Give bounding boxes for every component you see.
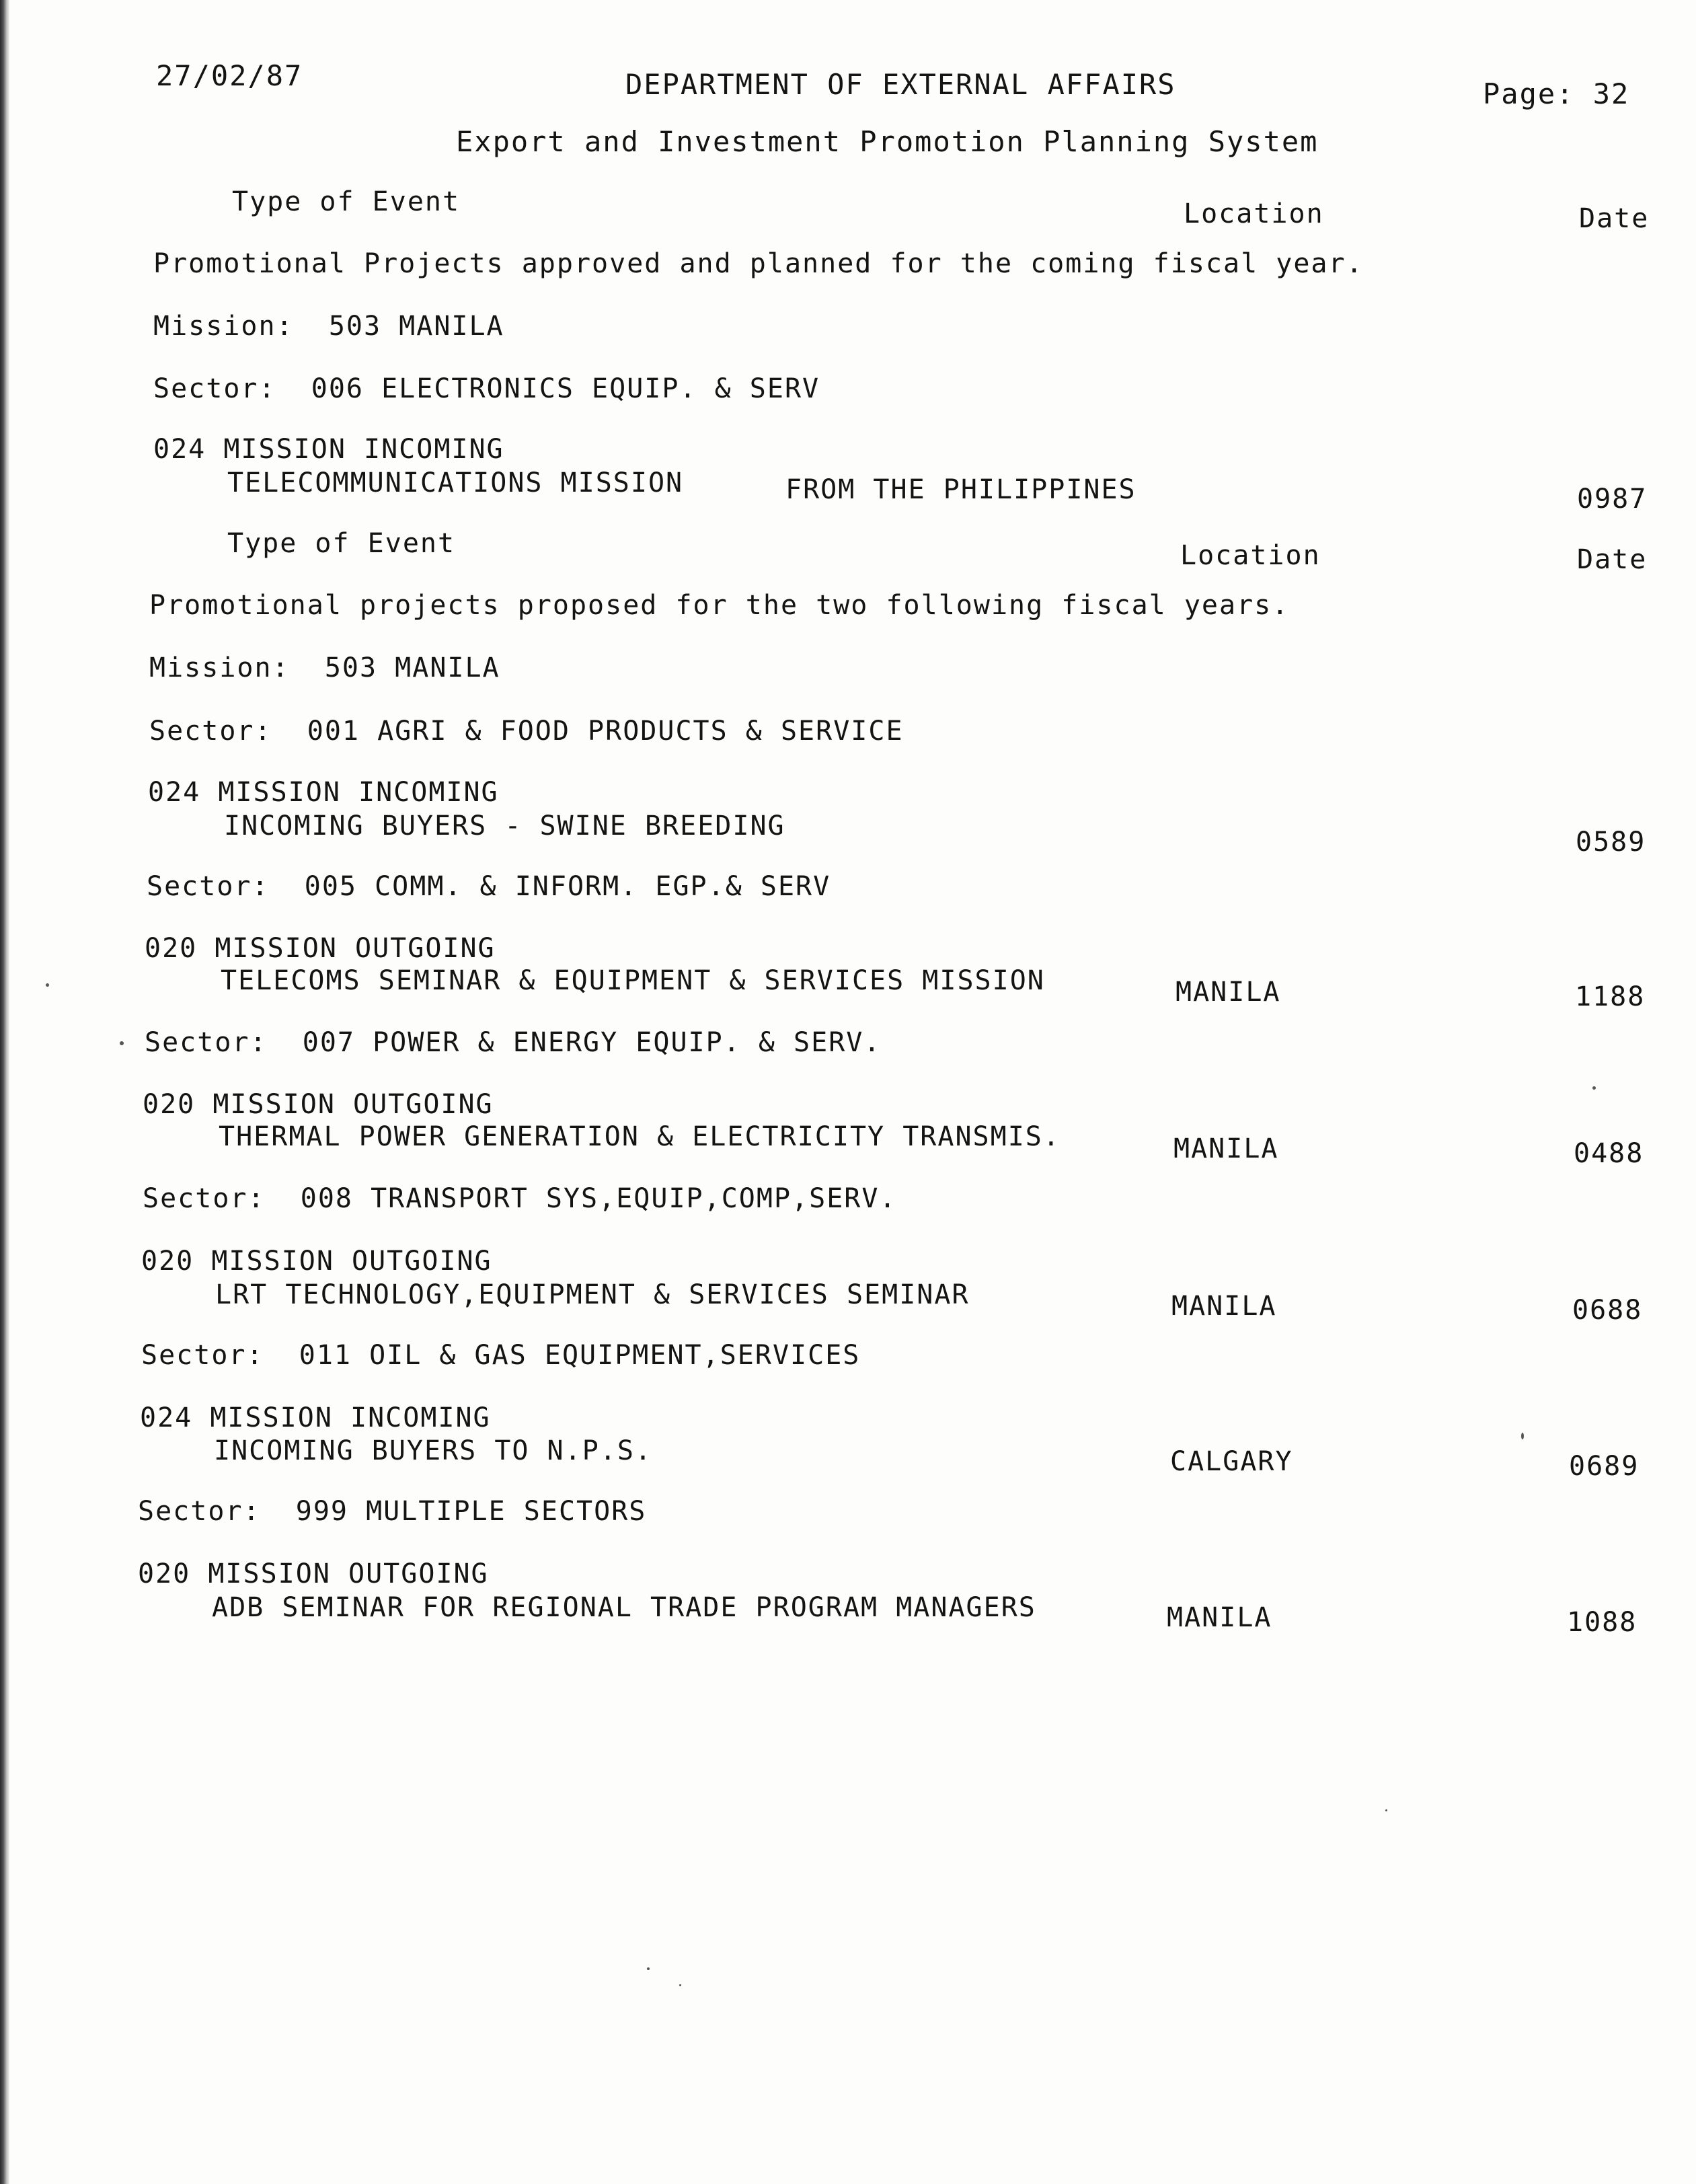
column-date: Date [1577, 544, 1648, 575]
system-title: Export and Investment Promotion Planning System [456, 125, 1319, 158]
sector-label: Sector: 006 ELECTRONICS EQUIP. & SERV [153, 373, 820, 404]
event-description: ADB SEMINAR FOR REGIONAL TRADE PROGRAM MANAGERS [212, 1592, 1036, 1623]
event-description: INCOMING BUYERS TO N.P.S. [214, 1435, 653, 1466]
event-date: 0589 [1576, 827, 1646, 858]
sector-label: Sector: 001 AGRI & FOOD PRODUCTS & SERVICE [149, 716, 904, 747]
section-title: Promotional projects proposed for the two following fiscal years. [149, 590, 1290, 621]
scan-speck [647, 1967, 650, 1970]
sector-label: Sector: 005 COMM. & INFORM. EGP.& SERV [147, 871, 831, 902]
event-description: INCOMING BUYERS - SWINE BREEDING [224, 811, 785, 841]
scan-speck [46, 983, 49, 987]
scan-speck [1592, 1086, 1596, 1090]
column-location: Location [1180, 540, 1321, 571]
sector-label: Sector: 008 TRANSPORT SYS,EQUIP,COMP,SERV. [143, 1183, 897, 1214]
event-date: 0488 [1574, 1138, 1644, 1169]
event-location: MANILA [1173, 1133, 1279, 1164]
scan-speck [1521, 1433, 1524, 1439]
event-date: 1188 [1575, 981, 1646, 1012]
event-type: 024 MISSION INCOMING [140, 1402, 491, 1433]
event-type: 020 MISSION OUTGOING [141, 1246, 492, 1277]
column-location: Location [1184, 198, 1324, 229]
column-date: Date [1579, 203, 1650, 234]
event-location: MANILA [1171, 1291, 1277, 1322]
event-description: THERMAL POWER GENERATION & ELECTRICITY TRANSMIS. [219, 1121, 1061, 1152]
department-title: DEPARTMENT OF EXTERNAL AFFAIRS [625, 68, 1176, 101]
sector-label: Sector: 007 POWER & ENERGY EQUIP. & SERV. [145, 1027, 882, 1058]
event-date: 1088 [1567, 1607, 1637, 1638]
event-location: MANILA [1175, 977, 1281, 1008]
event-description: LRT TECHNOLOGY,EQUIPMENT & SERVICES SEMINAR [215, 1279, 970, 1310]
sector-label: Sector: 011 OIL & GAS EQUIPMENT,SERVICES [141, 1340, 861, 1371]
event-date: 0689 [1569, 1451, 1640, 1482]
page-number: Page: 32 [1483, 77, 1630, 110]
mission-label: Mission: 503 MANILA [153, 311, 504, 342]
report-date: 27/02/87 [156, 59, 303, 92]
event-type: 024 MISSION INCOMING [153, 434, 504, 465]
section-title: Promotional Projects approved and planned for the coming fiscal year. [153, 248, 1364, 279]
sector-label: Sector: 999 MULTIPLE SECTORS [138, 1496, 647, 1527]
event-type: 020 MISSION OUTGOING [145, 933, 496, 964]
event-description: TELECOMMUNICATIONS MISSION [227, 467, 684, 498]
event-type: 024 MISSION INCOMING [148, 777, 499, 808]
scan-speck [1385, 1809, 1387, 1811]
event-description: TELECOMS SEMINAR & EQUIPMENT & SERVICES MISSION [221, 965, 1045, 996]
event-location: MANILA [1167, 1602, 1272, 1633]
scan-edge [0, 0, 9, 2184]
column-type-of-event: Type of Event [232, 186, 461, 217]
event-date: 0688 [1572, 1295, 1643, 1326]
mission-label: Mission: 503 MANILA [149, 652, 500, 683]
scan-speck [120, 1041, 124, 1045]
column-type-of-event: Type of Event [227, 528, 456, 559]
event-type: 020 MISSION OUTGOING [143, 1089, 494, 1120]
event-location: FROM THE PHILIPPINES [785, 474, 1136, 505]
scan-speck [679, 1984, 681, 1986]
event-date: 0987 [1577, 484, 1648, 515]
event-type: 020 MISSION OUTGOING [138, 1558, 489, 1589]
event-location: CALGARY [1170, 1446, 1293, 1477]
